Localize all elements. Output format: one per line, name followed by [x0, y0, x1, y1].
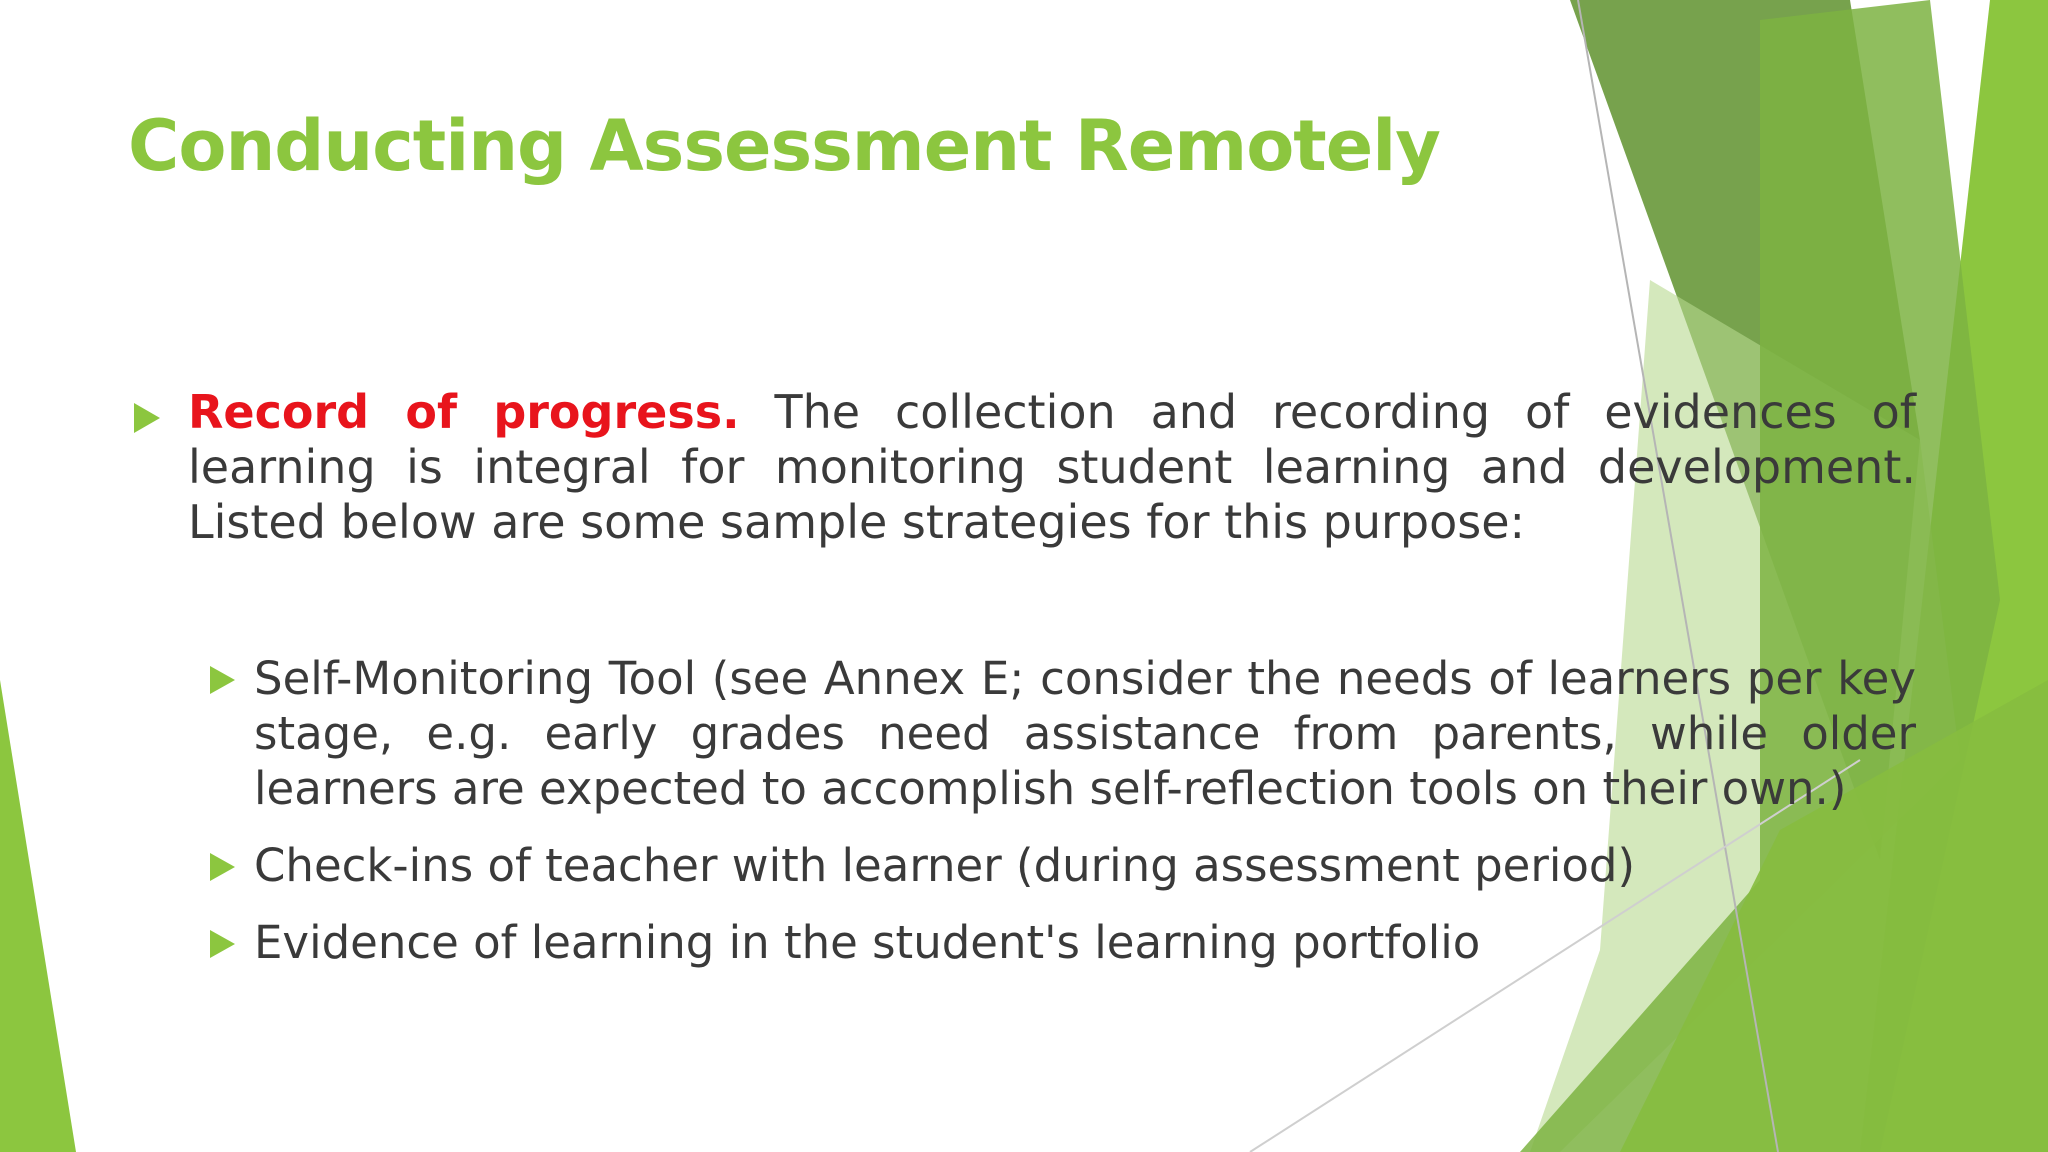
slide-title: Conducting Assessment Remotely	[128, 105, 1440, 187]
left-green-sliver	[0, 680, 76, 1152]
sub-bullet-self-monitoring: Self-Monitoring Tool (see Annex E; consider the needs of learners per key stage, e.g. early grades need assistance from parents, while older learners are expected to accomplish self-reflection tools on their own.)	[254, 652, 1916, 815]
triangle-right-icon	[134, 403, 160, 433]
sub-bullet-check-ins: Check-ins of teacher with learner (during assessment period)	[254, 839, 1636, 892]
triangle-right-icon	[210, 666, 235, 694]
bullet-text: The collection and recording of evidences of learning is integral for monitoring student learning and development. Listed below are some sample strategies for this purpose:	[188, 385, 1917, 549]
sub-bullet-portfolio: Evidence of learning in the student's learning portfolio	[254, 916, 1481, 969]
triangle-right-icon	[210, 853, 235, 881]
triangle-right-icon	[210, 930, 235, 958]
bullet-lead: Record of progress.	[188, 385, 740, 439]
main-bullet	[188, 385, 1916, 550]
